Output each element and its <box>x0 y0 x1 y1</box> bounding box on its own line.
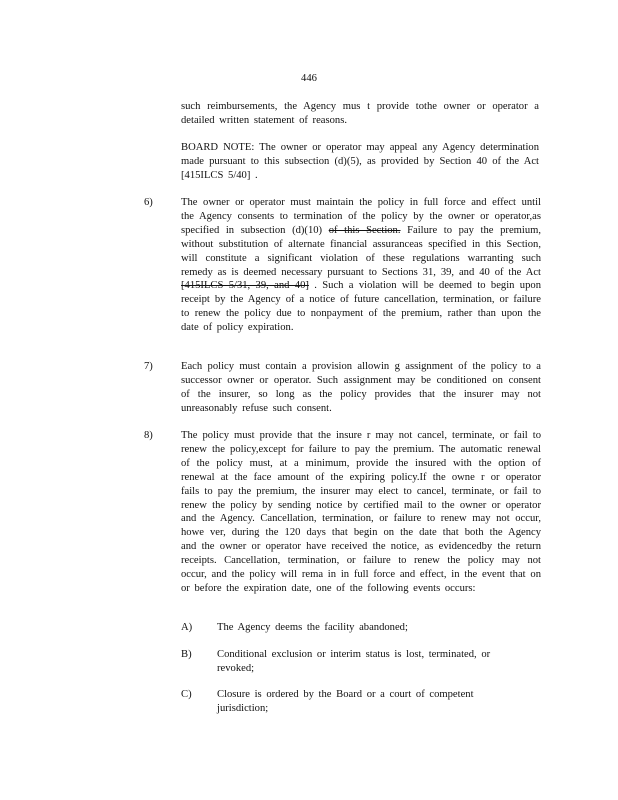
subitem-c-text: Closure is ordered by the Board or a court of competent jurisdiction; <box>217 689 474 714</box>
subitem-b-text: Conditional exclusion or interim status is lost, terminated, or revoked; <box>217 649 491 674</box>
subitem-a-text: The Agency deems the facility abandoned; <box>217 622 408 633</box>
item-8-number: 8) <box>144 430 153 441</box>
item-7-number: 7) <box>144 361 153 372</box>
struck-text: of this Section. <box>328 224 401 236</box>
subitem-a-label: A) <box>181 622 193 633</box>
item-8-text: The policy must provide that the insure r may not cancel, terminate, or fail to renew the policy,except for failure to pay the premium. The automatic renewal of the policy must, at a minimum, provide the insured with the option of renewal at the face amount of the expiring policy.If the owne r or operator fails to pay the premium, the insurer may elect to cancel, terminate, or fail to renew the policy by sending notice by certified mail to the owner or operator and the Agency. Cancellation, termination, or failure to renew may not occur, howe ver, during the 120 days that begin on the date that both the Agency and the owner or operator have received the notice, as evidencedby the return receipts. Cancellation, termination, or failure to renew the policy may not occur, and the policy will rema in in full force and effect, in the event that on or before the expiration date, one of the following events occurs: <box>181 430 541 594</box>
subitem-b-label: B) <box>181 649 192 660</box>
item-7-text: Each policy must contain a provision allowin g assignment of the policy to a successor owner or operator. Such assignment may be conditioned on consent of the insurer, so long as the policy provides that the insurer may not unreasonably refuse such consent. <box>181 361 541 414</box>
item-6-number: 6) <box>144 197 153 208</box>
subitem-c-label: C) <box>181 689 192 700</box>
item-6-text: The owner or operator must maintain the policy in full force and effect until the Agency consents to termination of the policy by the owner or operator,as specified in subsection (d)(10) of this Section. Failure to pay the premium, without substitution of alternate financial assuranceas specified in this Section, will constitute a significant violation of these regulations warranting such remedy as is deemed necessary pursuant to Sections 31, 39, and 40 of the Act [415ILCS 5/31, 39, and 40] . Such a violation will be deemed to begin upon receipt by the Agency of a notice of future cancellation, termination, or failure to renew the policy due to nonpayment of the premium, rather than upon the date of policy expiration. <box>181 197 542 334</box>
board-note: BOARD NOTE: The owner or operator may appeal any Agency determination made pursuant to this subsection (d)(5), as provided by Section 40 of the Act [415ILCS 5/40] . <box>181 142 539 181</box>
intro-paragraph: such reimbursements, the Agency mus t provide tothe owner or operator a detailed written statement of reasons. <box>181 101 539 126</box>
page-number: 446 <box>301 73 317 84</box>
struck-citation: [415ILCS 5/31, 39, and 40] <box>181 280 309 292</box>
